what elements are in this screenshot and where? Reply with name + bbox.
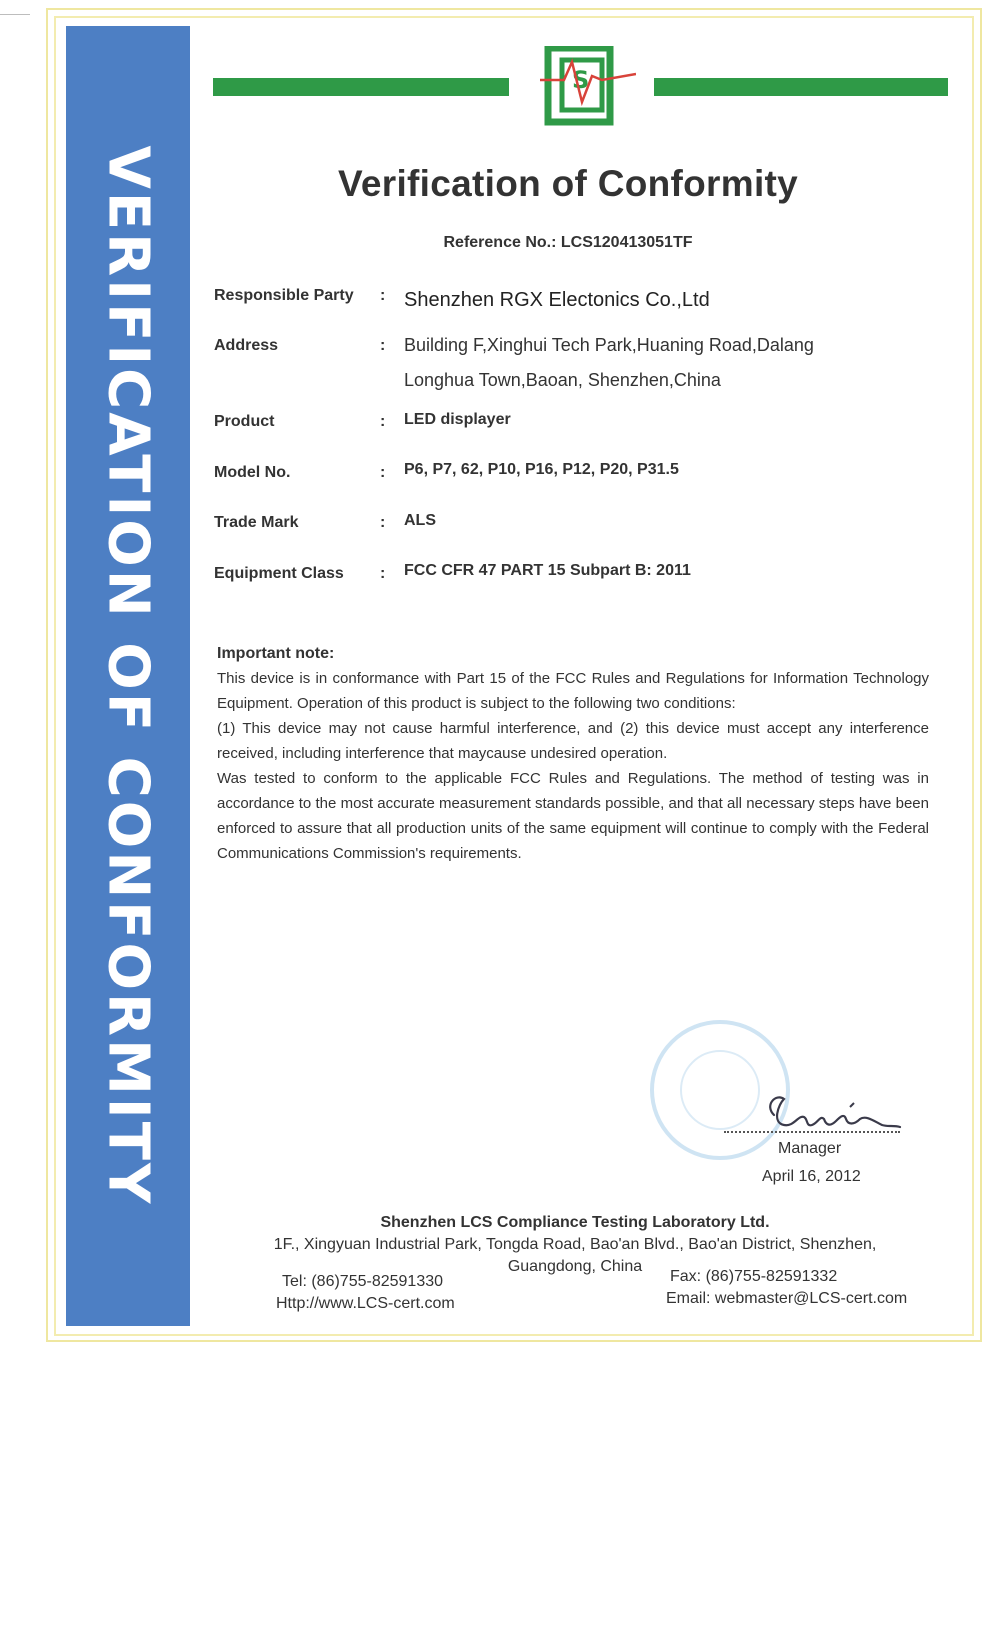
field-label-model-no: Model No.	[214, 464, 291, 481]
svg-text:S: S	[572, 66, 590, 94]
field-separator: :	[380, 287, 386, 304]
seal-inner-ring	[680, 1050, 760, 1130]
scan-edge-line	[0, 14, 30, 15]
note-paragraph: Was tested to conform to the applicable FCC Rules and Regulations. The method of testing was in accordance to the most accurate measurement standards possible, and that all necessary steps have been enforced to assure that all production units of the same equipment will continue to comply with the Federal Communications Commission's requirements.	[217, 770, 929, 862]
field-value-trade-mark: ALS	[404, 512, 436, 529]
lab-telephone: Tel: (86)755-82591330	[282, 1273, 444, 1290]
lab-address-line-1: 1F., Xingyuan Industrial Park, Tongda Road, Bao'an Blvd., Bao'an District, Shenzhen,	[273, 1236, 877, 1253]
field-label-responsible-party: Responsible Party	[214, 287, 354, 304]
field-separator: :	[380, 413, 386, 430]
lab-website: Http://www.LCS-cert.com	[276, 1295, 455, 1312]
header-bar-left	[213, 78, 509, 96]
lab-fax: Fax: (86)755-82591332	[670, 1268, 838, 1285]
lab-name: Shenzhen LCS Compliance Testing Laboratory Ltd.	[380, 1214, 770, 1231]
reference-number: Reference No.: LCS120413051TF	[443, 234, 693, 251]
header-bar-right	[654, 78, 948, 96]
field-value-model-no: P6, P7, 62, P10, P16, P12, P20, P31.5	[404, 461, 679, 478]
address-line-1: Building F,Xinghui Tech Park,Huaning Road,Dalang	[404, 335, 814, 355]
field-separator: :	[380, 565, 386, 582]
lab-email: Email: webmaster@LCS-cert.com	[666, 1290, 908, 1307]
side-banner	[66, 26, 190, 1326]
field-label-product: Product	[214, 413, 275, 430]
field-separator: :	[380, 464, 386, 481]
field-value-address	[404, 328, 814, 398]
important-note-heading: Important note:	[217, 645, 335, 662]
lab-address	[200, 1234, 950, 1278]
important-note-body	[217, 666, 929, 866]
field-separator: :	[380, 514, 386, 531]
signature-date: April 16, 2012	[762, 1168, 861, 1185]
note-paragraph: (1) This device may not cause harmful interference, and (2) this device must accept any interference received, including interference that maycause undesired operation.	[217, 720, 929, 762]
signatory-title: Manager	[778, 1140, 842, 1157]
field-label-trade-mark: Trade Mark	[214, 514, 299, 531]
address-line-2: Longhua Town,Baoan, Shenzhen,China	[404, 370, 721, 390]
field-value-responsible-party: Shenzhen RGX Electonics Co.,Ltd	[404, 289, 710, 311]
document-title: Verification of Conformity	[337, 163, 799, 204]
manager-signature	[754, 1085, 904, 1135]
field-value-product: LED displayer	[404, 411, 511, 428]
field-value-equipment-class: FCC CFR 47 PART 15 Subpart B: 2011	[404, 562, 691, 579]
lcs-logo-icon	[540, 46, 636, 128]
field-label-address: Address	[214, 337, 279, 354]
signature-line	[724, 1131, 900, 1133]
side-banner-text: VERIFICATION OF CONFORMITY	[95, 145, 161, 1207]
lab-address-line-2: Guangdong, China	[507, 1258, 643, 1275]
note-paragraph: This device is in conformance with Part 15 of the FCC Rules and Regulations for Information Technology Equipment. Operation of this product is subject to the following two conditions:	[217, 670, 929, 712]
field-separator: :	[380, 337, 386, 354]
field-label-equipment-class: Equipment Class	[214, 565, 344, 582]
